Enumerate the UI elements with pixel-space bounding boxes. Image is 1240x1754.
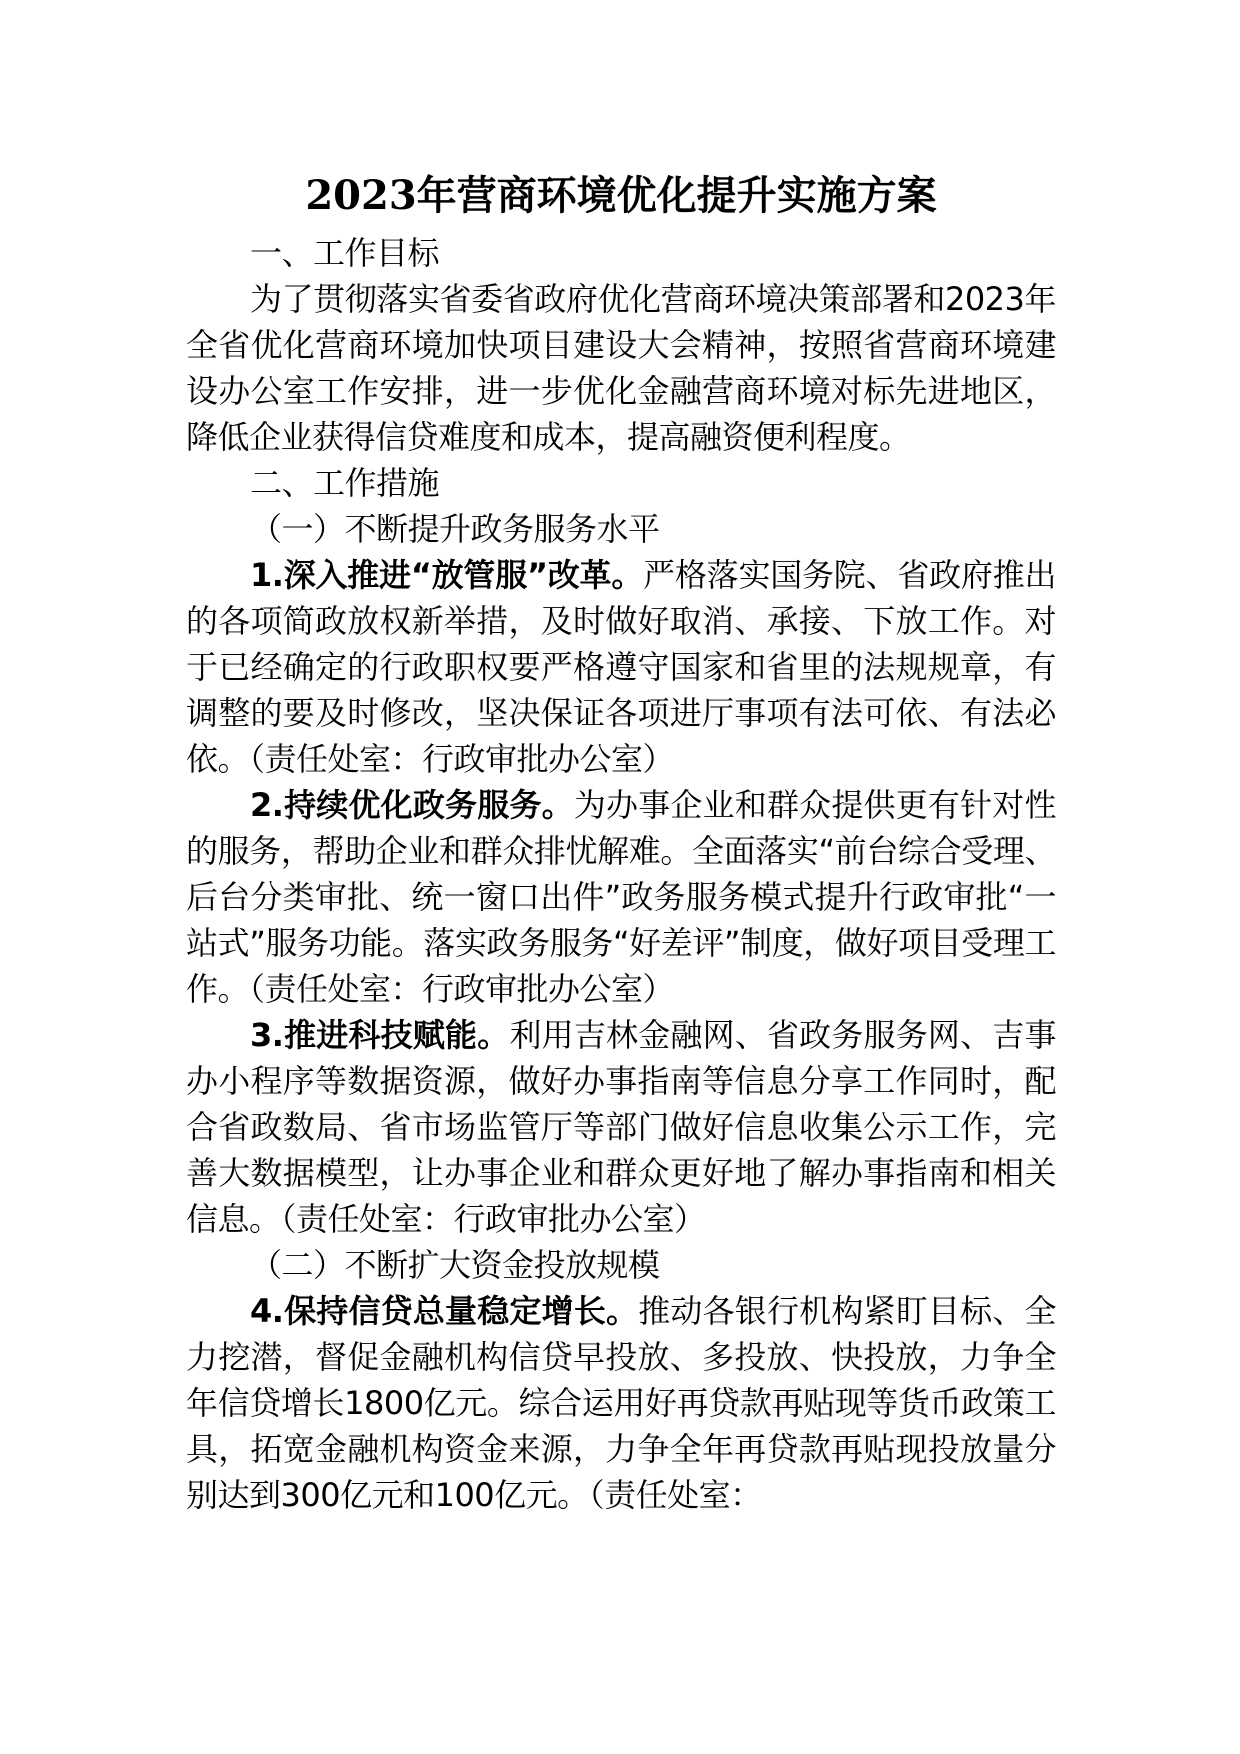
section-heading-measures: 二、工作措施 [250,464,440,502]
item-3-body: 利用吉林金融网、省政务服务网、吉事办小程序等数据资源，做好办事指南等信息分享工作同时，配合省政数局、省市场监管厅等部门做好信息收集公示工作，完善大数据模型，让办事企业和群众更好地了解办事指南和相关信息。（责任处室：行政审批办公室） [186,1016,1056,1238]
item-1-lead: 1.深入推进“放管服”改革。 [250,556,644,594]
item-4-lead: 4.保持信贷总量稳定增长。 [250,1292,639,1330]
item-1-body: 严格落实国务院、省政府推出的各项简政放权新举措，及时做好取消、承接、下放工作。对于已经确定的行政职权要严格遵守国家和省里的法规规章，有调整的要及时修改，坚决保证各项进厅事项有法可依、有法必依。（责任处室：行政审批办公室） [186,556,1056,778]
document-page [186,168,1056,1518]
item-2-lead: 2.持续优化政务服务。 [250,786,574,824]
paragraph-item-2 [186,782,1056,1012]
paragraph-item-1 [186,552,1056,782]
item-2-body: 为办事企业和群众提供更有针对性的服务，帮助企业和群众排忧解难。全面落实“前台综合受理、后台分类审批、统一窗口出件”政务服务模式提升行政审批“一站式”服务功能。落实政务服务“好差评”制度，做好项目受理工作。（责任处室：行政审批办公室） [186,786,1056,1008]
paragraph-goals: 为了贯彻落实省委省政府优化营商环境决策部署和2023年全省优化营商环境加快项目建设大会精神，按照省营商环境建设办公室工作安排，进一步优化金融营商环境对标先进地区，降低企业获得信贷难度和成本，提高融资便利程度。 [186,280,1056,456]
paragraph-item-4 [186,1288,1056,1518]
item-3-lead: 3.推进科技赋能。 [250,1016,510,1054]
paragraph-item-3 [186,1012,1056,1242]
subsection-heading-1: （一）不断提升政务服务水平 [250,510,660,548]
section-heading-goals: 一、工作目标 [250,234,440,272]
document-title: 2023年营商环境优化提升实施方案 [305,172,937,219]
item-4-body: 推动各银行机构紧盯目标、全力挖潜，督促金融机构信贷早投放、多投放、快投放，力争全年信贷增长1800亿元。综合运用好再贷款再贴现等货币政策工具，拓宽金融机构资金来源，力争全年再贷款再贴现投放量分别达到300亿元和100亿元。（责任处室： [186,1292,1056,1514]
subsection-heading-2: （二）不断扩大资金投放规模 [250,1246,660,1284]
